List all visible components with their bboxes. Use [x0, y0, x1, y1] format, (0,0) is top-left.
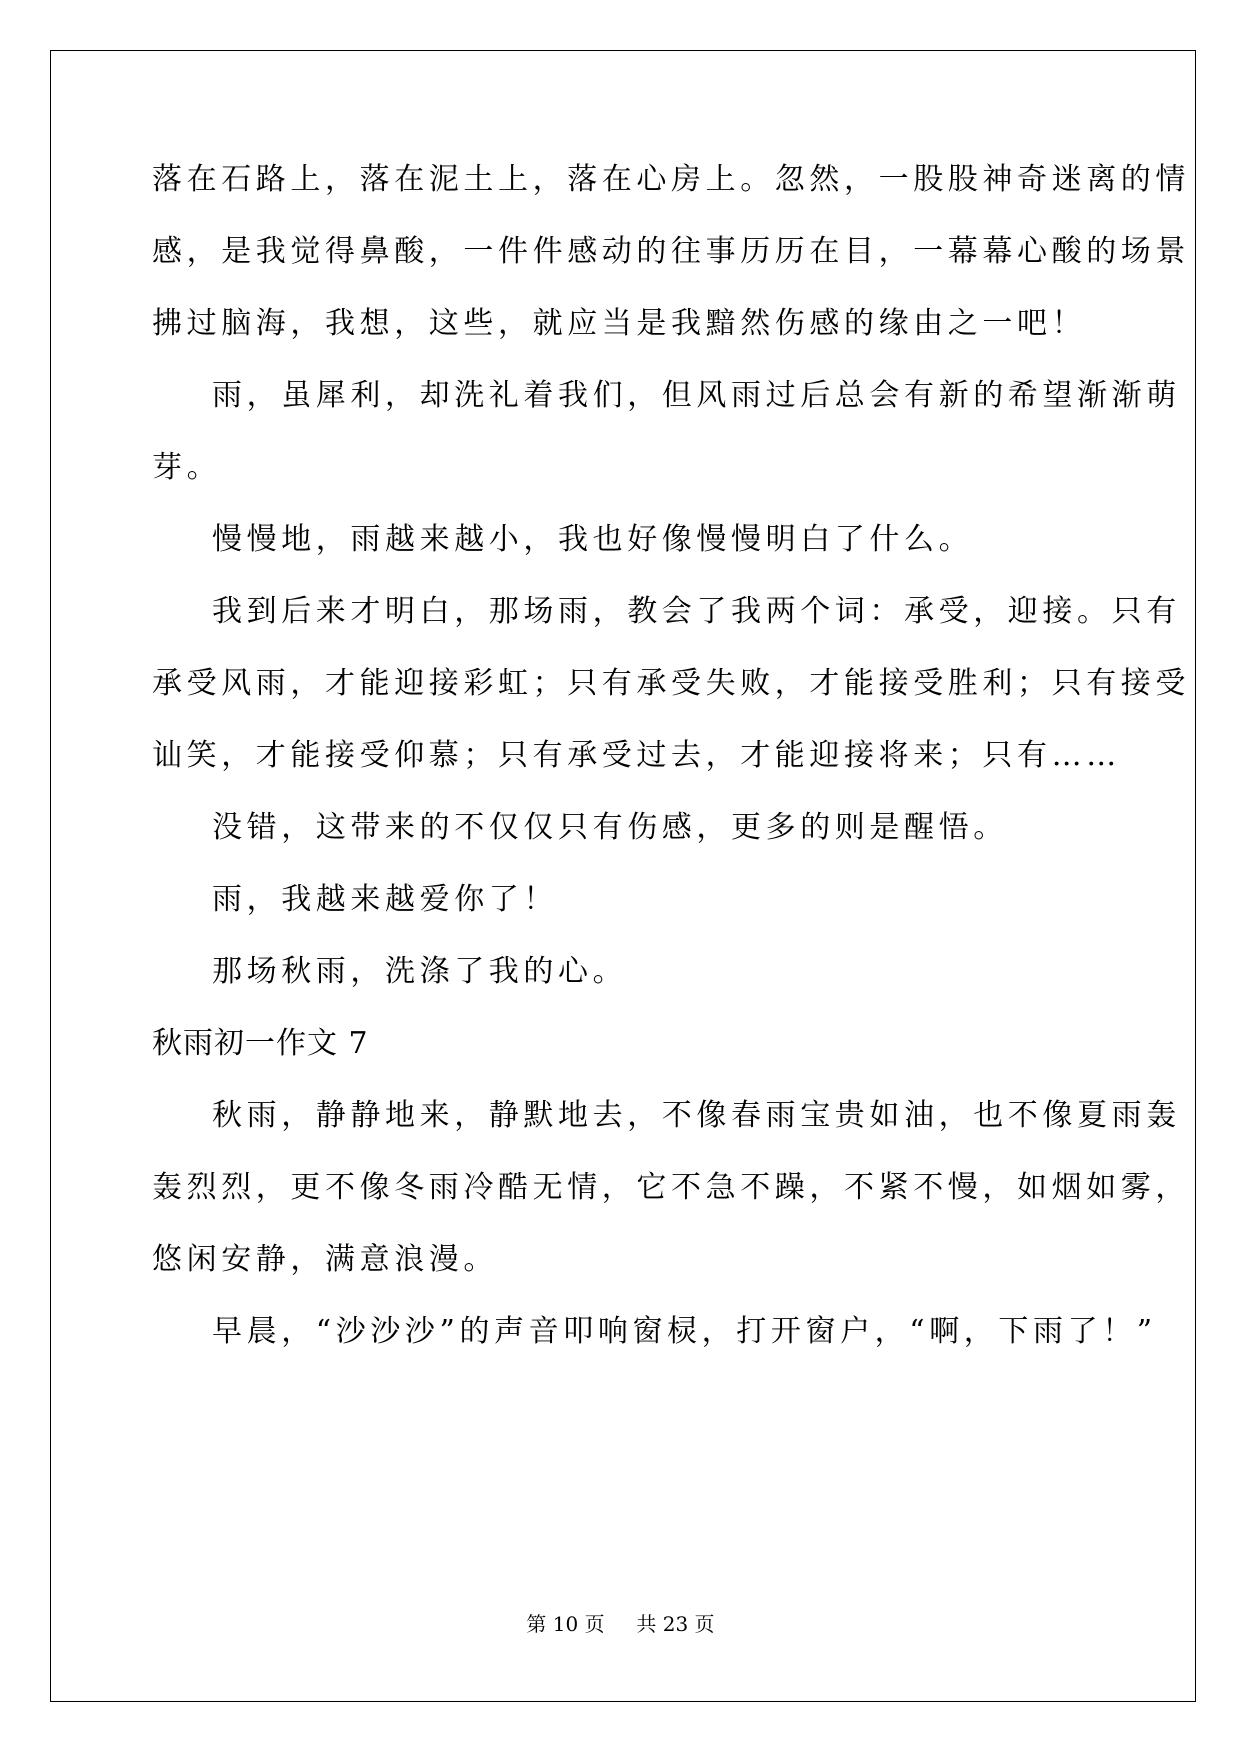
paragraph-line: 轰烈烈，更不像冬雨冷酷无情，它不急不躁，不紧不慢，如烟如雾， [152, 1170, 1190, 1205]
paragraph-line: 那场秋雨，洗涤了我的心。 [212, 954, 628, 989]
paragraph-line: 悠闲安静，满意浪漫。 [152, 1242, 498, 1277]
paragraph-line: 承受风雨，才能迎接彩虹；只有承受失败，才能接受胜利；只有接受 [152, 666, 1190, 701]
section-heading: 秋雨初一作文 7 [152, 1026, 369, 1061]
paragraph-line: 感，是我觉得鼻酸，一件件感动的往事历历在目，一幕幕心酸的场景 [152, 234, 1190, 269]
page-total: 共 23 页 [636, 1612, 715, 1636]
page-number: 第 10 页 [526, 1612, 605, 1636]
page-footer [0, 1612, 1241, 1636]
paragraph-line: 拂过脑海，我想，这些，就应当是我黯然伤感的缘由之一吧！ [152, 306, 1087, 341]
paragraph-line: 早晨，“沙沙沙”的声音叩响窗棂，打开窗户，“啊，下雨了！” [212, 1314, 1157, 1349]
paragraph-line: 慢慢地，雨越来越小，我也好像慢慢明白了什么。 [212, 522, 974, 557]
paragraph-line: 我到后来才明白，那场雨，教会了我两个词：承受，迎接。只有 [212, 594, 1181, 629]
paragraph-line: 讪笑，才能接受仰慕；只有承受过去，才能迎接将来；只有…… [152, 738, 1121, 773]
paragraph-line: 芽。 [152, 450, 222, 485]
paragraph-line: 秋雨，静静地来，静默地去，不像春雨宝贵如油，也不像夏雨轰 [212, 1098, 1181, 1133]
paragraph-line: 雨，虽犀利，却洗礼着我们，但风雨过后总会有新的希望渐渐萌 [212, 378, 1181, 413]
paragraph-line: 落在石路上，落在泥土上，落在心房上。忽然，一股股神奇迷离的情 [152, 162, 1190, 197]
paragraph-line: 雨，我越来越爱你了！ [212, 882, 558, 917]
page-border [50, 50, 1196, 1702]
paragraph-line: 没错，这带来的不仅仅只有伤感，更多的则是醒悟。 [212, 810, 1008, 845]
